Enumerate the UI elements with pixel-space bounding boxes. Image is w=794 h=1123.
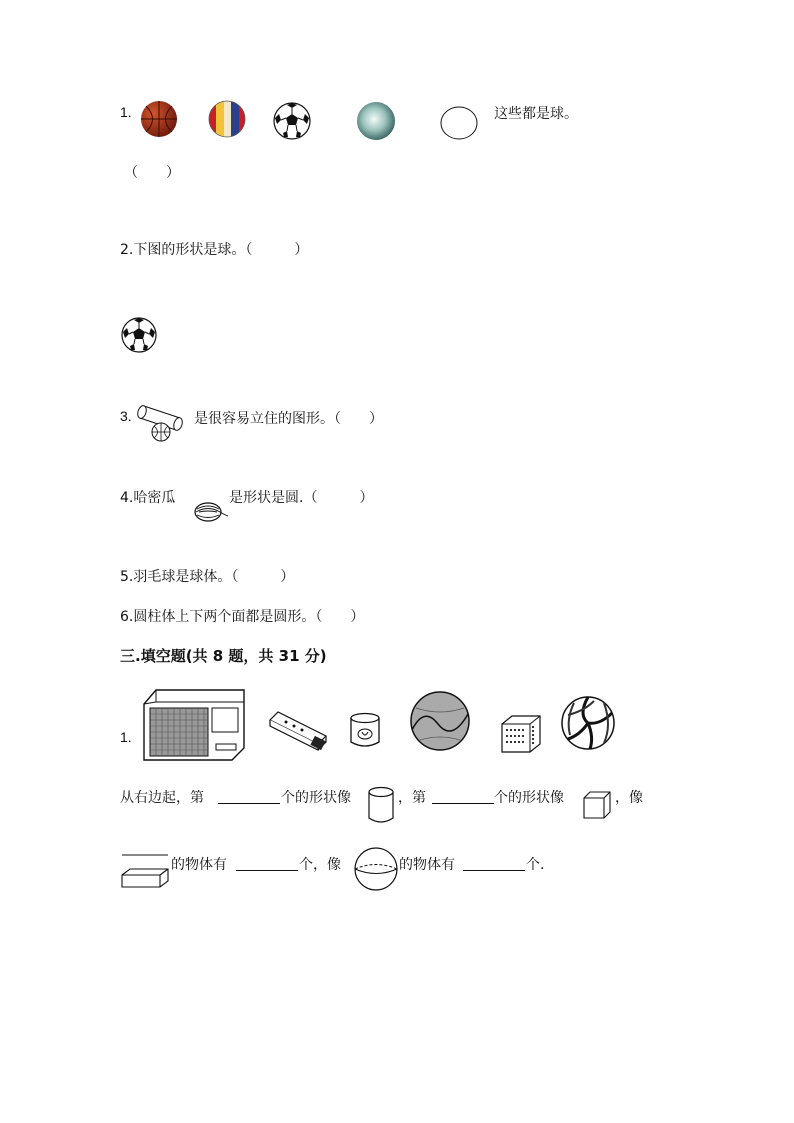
fill-line1-part-a: 从右边起，第 xyxy=(120,790,204,806)
soccer-ball-icon xyxy=(273,102,311,140)
question-2-text: 2.下图的形状是球。（ ） xyxy=(120,242,309,258)
answer-blank-4[interactable] xyxy=(463,856,525,871)
cube-box-icon xyxy=(500,714,542,754)
volleyball-icon xyxy=(560,695,616,751)
cylinder-and-ball-icon xyxy=(136,396,190,442)
cylinder-shape-icon xyxy=(367,786,397,826)
question-3-number: 3. xyxy=(120,408,132,424)
glass-sphere-icon xyxy=(356,101,396,141)
fill-line1-part-d: 个的形状像 xyxy=(494,790,564,806)
long-box-icon xyxy=(268,710,328,750)
question-1-text: 这些都是球。 xyxy=(494,106,578,122)
section-3-title: 三.填空题(共 8 题，共 31 分) xyxy=(120,647,327,665)
striped-beach-ball-icon xyxy=(208,100,246,138)
fill-line1-part-b: 个的形状像 xyxy=(281,790,351,806)
fill-line2-part-d: 个. xyxy=(526,857,545,873)
sphere-shape-icon xyxy=(353,846,399,892)
cuboid-shape-icon xyxy=(120,855,170,889)
globe-sphere-icon xyxy=(408,690,472,752)
question-4-text-before: 4.哈密瓜 xyxy=(120,490,176,506)
fill-line1-part-e: ，像 xyxy=(615,790,643,806)
question-3-text: 是很容易立住的图形。（ ） xyxy=(194,411,383,427)
fill-line1-part-c: ，第 xyxy=(398,790,426,806)
can-icon xyxy=(349,712,381,748)
answer-blank-1[interactable] xyxy=(218,789,280,804)
fill-line2-part-b: 个，像 xyxy=(299,857,341,873)
fill-line2-part-c: 的物体有 xyxy=(399,857,455,873)
question-4-text-after: 是形状是圆.（ ） xyxy=(229,490,374,506)
fill-line2-part-a: 的物体有 xyxy=(171,857,227,873)
question-5-text: 5.羽毛球是球体。（ ） xyxy=(120,569,295,585)
melon-icon xyxy=(193,500,229,524)
fill-question-1-number: 1. xyxy=(120,729,132,745)
answer-blank-2[interactable] xyxy=(432,789,494,804)
oval-outline-icon xyxy=(440,106,478,140)
air-conditioner-icon xyxy=(142,688,246,762)
question-1-number: 1. xyxy=(120,104,132,120)
question-6-text: 6.圆柱体上下两个面都是圆形。（ ） xyxy=(120,609,365,625)
basketball-icon xyxy=(140,100,178,138)
soccer-ball-icon xyxy=(121,317,157,353)
answer-blank-3[interactable] xyxy=(236,856,298,871)
question-1-answer-paren[interactable]: （ ） xyxy=(124,165,180,181)
cube-shape-icon xyxy=(582,790,612,822)
